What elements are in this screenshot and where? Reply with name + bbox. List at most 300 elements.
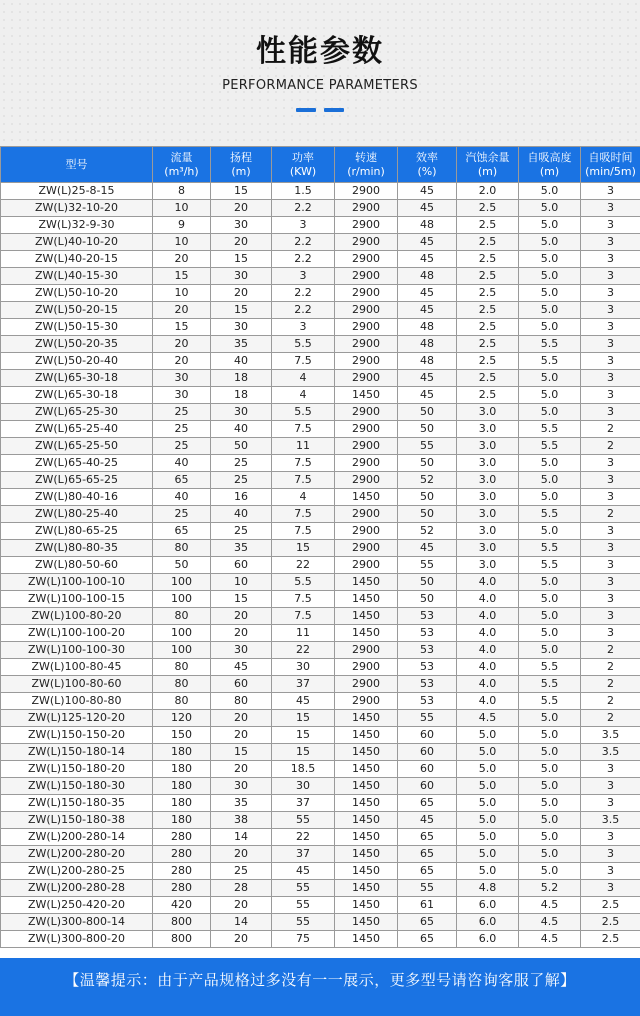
- table-cell: 5.2: [519, 880, 581, 897]
- table-cell: 1450: [335, 574, 398, 591]
- table-cell: 1450: [335, 863, 398, 880]
- table-cell: 2900: [335, 302, 398, 319]
- table-cell: 15: [272, 540, 335, 557]
- table-cell: 5.0: [519, 404, 581, 421]
- table-cell: 15: [272, 727, 335, 744]
- table-cell: 180: [153, 761, 211, 778]
- table-cell: 4.0: [457, 608, 519, 625]
- table-cell: 37: [272, 846, 335, 863]
- table-cell: 5.5: [519, 557, 581, 574]
- table-row: [1, 710, 640, 727]
- table-cell: 3: [581, 455, 640, 472]
- table-cell: 5.0: [519, 574, 581, 591]
- table-cell: 1450: [335, 897, 398, 914]
- table-cell: 50: [398, 421, 457, 438]
- table-cell: 20: [211, 727, 272, 744]
- table-row: [1, 302, 640, 319]
- table-cell: 5.0: [457, 795, 519, 812]
- table-cell: 5.5: [519, 438, 581, 455]
- table-cell: 5.5: [519, 506, 581, 523]
- table-cell: 2.2: [272, 302, 335, 319]
- model-cell: ZW(L)65-40-25: [1, 455, 153, 472]
- table-cell: 30: [153, 370, 211, 387]
- table-cell: 15: [153, 268, 211, 285]
- table-cell: 2900: [335, 421, 398, 438]
- table-cell: 5.0: [457, 744, 519, 761]
- table-cell: 53: [398, 659, 457, 676]
- table-cell: 5.0: [519, 829, 581, 846]
- table-cell: 5.5: [272, 574, 335, 591]
- column-header-unit: (m): [539, 164, 560, 178]
- table-cell: 45: [398, 285, 457, 302]
- table-row: [1, 285, 640, 302]
- table-cell: 3: [581, 472, 640, 489]
- table-cell: 5.0: [519, 625, 581, 642]
- model-cell: ZW(L)100-80-20: [1, 608, 153, 625]
- column-header: [272, 147, 335, 183]
- column-header-label: 流量: [170, 150, 193, 164]
- table-cell: 3: [581, 251, 640, 268]
- table-cell: 55: [272, 914, 335, 931]
- model-cell: ZW(L)100-80-60: [1, 676, 153, 693]
- table-cell: 5.5: [519, 336, 581, 353]
- model-cell: ZW(L)50-10-20: [1, 285, 153, 302]
- table-cell: 3: [581, 523, 640, 540]
- table-cell: 2: [581, 506, 640, 523]
- table-row: [1, 591, 640, 608]
- table-cell: 5.5: [272, 336, 335, 353]
- model-cell: ZW(L)32-9-30: [1, 217, 153, 234]
- table-row: [1, 829, 640, 846]
- table-cell: 2900: [335, 234, 398, 251]
- model-cell: ZW(L)150-180-14: [1, 744, 153, 761]
- table-cell: 7.5: [272, 455, 335, 472]
- table-cell: 48: [398, 319, 457, 336]
- table-cell: 2900: [335, 404, 398, 421]
- table-cell: 22: [272, 642, 335, 659]
- table-cell: 4.5: [457, 710, 519, 727]
- table-row: [1, 217, 640, 234]
- table-row: [1, 778, 640, 795]
- table-cell: 40: [153, 455, 211, 472]
- table-cell: 2900: [335, 506, 398, 523]
- table-cell: 2: [581, 438, 640, 455]
- table-cell: 45: [398, 370, 457, 387]
- table-cell: 3: [581, 489, 640, 506]
- table-cell: 80: [153, 693, 211, 710]
- table-cell: 5.0: [519, 302, 581, 319]
- table-row: [1, 370, 640, 387]
- column-header-unit: (m): [231, 164, 251, 178]
- table-cell: 4.0: [457, 642, 519, 659]
- table-cell: 3: [581, 404, 640, 421]
- page-subtitle: PERFORMANCE PARAMETERS: [222, 78, 418, 93]
- table-cell: 280: [153, 880, 211, 897]
- table-cell: 18: [211, 370, 272, 387]
- table-cell: 2900: [335, 455, 398, 472]
- table-cell: 20: [211, 897, 272, 914]
- table-cell: 4.0: [457, 591, 519, 608]
- table-cell: 280: [153, 829, 211, 846]
- table-cell: 30: [153, 387, 211, 404]
- table-row: [1, 200, 640, 217]
- table-cell: 2.5: [457, 302, 519, 319]
- table-cell: 30: [211, 642, 272, 659]
- column-header-unit: (m): [477, 164, 498, 178]
- model-cell: ZW(L)65-30-18: [1, 370, 153, 387]
- table-cell: 3.5: [581, 744, 640, 761]
- table-cell: 65: [398, 829, 457, 846]
- table-cell: 2.5: [581, 931, 640, 948]
- table-cell: 7.5: [272, 506, 335, 523]
- table-cell: 150: [153, 727, 211, 744]
- table-cell: 20: [153, 353, 211, 370]
- table-cell: 45: [272, 863, 335, 880]
- table-row: [1, 455, 640, 472]
- table-cell: 5.0: [519, 846, 581, 863]
- table-cell: 80: [153, 659, 211, 676]
- table-cell: 37: [272, 676, 335, 693]
- model-cell: ZW(L)50-20-35: [1, 336, 153, 353]
- model-cell: ZW(L)150-150-20: [1, 727, 153, 744]
- table-cell: 45: [398, 251, 457, 268]
- table-cell: 5.0: [519, 268, 581, 285]
- table-cell: 80: [153, 540, 211, 557]
- table-cell: 5.0: [519, 455, 581, 472]
- table-cell: 3: [581, 234, 640, 251]
- model-cell: ZW(L)65-25-50: [1, 438, 153, 455]
- table-cell: 61: [398, 897, 457, 914]
- model-cell: ZW(L)125-120-20: [1, 710, 153, 727]
- table-cell: 7.5: [272, 608, 335, 625]
- table-cell: 55: [272, 880, 335, 897]
- table-cell: 40: [153, 489, 211, 506]
- table-row: [1, 421, 640, 438]
- table-cell: 4.5: [519, 897, 581, 914]
- table-cell: 5.0: [519, 744, 581, 761]
- table-cell: 3: [581, 336, 640, 353]
- table-cell: 2.5: [457, 336, 519, 353]
- table-cell: 5.0: [519, 251, 581, 268]
- table-cell: 60: [211, 676, 272, 693]
- table-cell: 50: [398, 404, 457, 421]
- table-cell: 5.0: [519, 200, 581, 217]
- table-cell: 2900: [335, 353, 398, 370]
- table-cell: 30: [211, 319, 272, 336]
- table-cell: 7.5: [272, 472, 335, 489]
- table-cell: 2.2: [272, 285, 335, 302]
- table-cell: 2.0: [457, 183, 519, 200]
- table-cell: 50: [398, 506, 457, 523]
- table-cell: 2900: [335, 693, 398, 710]
- table-cell: 2.5: [457, 319, 519, 336]
- table-cell: 2.5: [457, 200, 519, 217]
- table-cell: 3: [581, 200, 640, 217]
- table-cell: 14: [211, 829, 272, 846]
- table-cell: 1450: [335, 761, 398, 778]
- table-cell: 45: [398, 387, 457, 404]
- table-cell: 65: [398, 846, 457, 863]
- table-cell: 3: [272, 217, 335, 234]
- column-header-label: 功率: [292, 150, 314, 164]
- table-cell: 48: [398, 268, 457, 285]
- table-cell: 3.5: [581, 727, 640, 744]
- model-cell: ZW(L)150-180-38: [1, 812, 153, 829]
- page-title: 性能参数: [256, 34, 384, 69]
- table-cell: 45: [398, 234, 457, 251]
- table-cell: 3: [581, 540, 640, 557]
- table-cell: 3: [581, 319, 640, 336]
- table-cell: 5.0: [519, 591, 581, 608]
- table-row: [1, 574, 640, 591]
- table-cell: 52: [398, 472, 457, 489]
- table-cell: 48: [398, 336, 457, 353]
- table-cell: 65: [153, 523, 211, 540]
- model-cell: ZW(L)300-800-20: [1, 931, 153, 948]
- table-cell: 1450: [335, 591, 398, 608]
- table-cell: 180: [153, 744, 211, 761]
- table-cell: 50: [153, 557, 211, 574]
- table-cell: 1450: [335, 489, 398, 506]
- table-cell: 5.0: [519, 387, 581, 404]
- table-cell: 7.5: [272, 523, 335, 540]
- table-row: [1, 914, 640, 931]
- table-cell: 3: [581, 625, 640, 642]
- table-cell: 11: [272, 438, 335, 455]
- table-cell: 60: [398, 778, 457, 795]
- model-cell: ZW(L)100-100-20: [1, 625, 153, 642]
- table-cell: 50: [398, 455, 457, 472]
- model-cell: ZW(L)100-100-15: [1, 591, 153, 608]
- table-cell: 3: [581, 268, 640, 285]
- table-cell: 28: [211, 880, 272, 897]
- table-cell: 10: [153, 200, 211, 217]
- model-cell: ZW(L)150-180-30: [1, 778, 153, 795]
- table-row: [1, 931, 640, 948]
- table-cell: 53: [398, 642, 457, 659]
- column-header: [398, 147, 457, 183]
- table-cell: 5.0: [457, 863, 519, 880]
- table-header-row: [1, 147, 640, 183]
- table-row: [1, 795, 640, 812]
- table-cell: 5.5: [272, 404, 335, 421]
- table-cell: 20: [153, 251, 211, 268]
- table-cell: 55: [398, 557, 457, 574]
- table-cell: 40: [211, 353, 272, 370]
- table-cell: 5.5: [519, 353, 581, 370]
- table-cell: 40: [211, 421, 272, 438]
- table-cell: 2900: [335, 285, 398, 302]
- table-cell: 2.5: [457, 285, 519, 302]
- table-cell: 5.0: [519, 761, 581, 778]
- table-row: [1, 404, 640, 421]
- table-cell: 2900: [335, 183, 398, 200]
- column-header-unit: (KW): [289, 164, 317, 178]
- table-cell: 45: [398, 302, 457, 319]
- model-cell: ZW(L)200-280-20: [1, 846, 153, 863]
- table-cell: 45: [398, 540, 457, 557]
- table-row: [1, 863, 640, 880]
- table-cell: 52: [398, 523, 457, 540]
- table-cell: 20: [211, 608, 272, 625]
- table-cell: 15: [272, 710, 335, 727]
- model-cell: ZW(L)40-20-15: [1, 251, 153, 268]
- table-cell: 3: [581, 387, 640, 404]
- table-cell: 4: [272, 489, 335, 506]
- column-header: [153, 147, 211, 183]
- model-cell: ZW(L)40-15-30: [1, 268, 153, 285]
- table-cell: 7.5: [272, 421, 335, 438]
- model-cell: ZW(L)50-20-15: [1, 302, 153, 319]
- column-header: [457, 147, 519, 183]
- table-cell: 15: [153, 319, 211, 336]
- table-cell: 75: [272, 931, 335, 948]
- model-cell: ZW(L)100-80-45: [1, 659, 153, 676]
- table-row: [1, 438, 640, 455]
- table-cell: 15: [211, 591, 272, 608]
- table-cell: 45: [398, 200, 457, 217]
- table-cell: 80: [211, 693, 272, 710]
- table-cell: 3: [581, 829, 640, 846]
- column-header: [1, 147, 153, 183]
- table-cell: 2900: [335, 557, 398, 574]
- table-cell: 3: [581, 557, 640, 574]
- table-cell: 35: [211, 336, 272, 353]
- model-cell: ZW(L)100-100-30: [1, 642, 153, 659]
- table-cell: 53: [398, 608, 457, 625]
- table-cell: 7.5: [272, 353, 335, 370]
- table-cell: 3: [581, 183, 640, 200]
- table-cell: 180: [153, 795, 211, 812]
- table-cell: 3: [581, 761, 640, 778]
- table-cell: 2.5: [457, 251, 519, 268]
- model-cell: ZW(L)25-8-15: [1, 183, 153, 200]
- table-cell: 5.5: [519, 540, 581, 557]
- table-cell: 80: [153, 608, 211, 625]
- table-cell: 3: [581, 795, 640, 812]
- table-cell: 60: [398, 761, 457, 778]
- table-row: [1, 608, 640, 625]
- table-cell: 22: [272, 829, 335, 846]
- table-row: [1, 625, 640, 642]
- column-header-label: 转速: [355, 150, 377, 164]
- table-cell: 55: [272, 812, 335, 829]
- table-cell: 20: [153, 302, 211, 319]
- table-cell: 65: [398, 931, 457, 948]
- footer-note: 【温馨提示：由于产品规格过多没有一一展示，更多型号请咨询客服了解】: [0, 958, 640, 1016]
- table-cell: 5.0: [519, 183, 581, 200]
- model-cell: ZW(L)200-280-25: [1, 863, 153, 880]
- table-cell: 5.0: [457, 761, 519, 778]
- page-header: [0, 0, 640, 146]
- table-cell: 1450: [335, 727, 398, 744]
- table-cell: 3: [272, 268, 335, 285]
- table-row: [1, 523, 640, 540]
- table-cell: 2.5: [457, 387, 519, 404]
- table-row: [1, 506, 640, 523]
- table-row: [1, 319, 640, 336]
- table-cell: 2.5: [457, 217, 519, 234]
- table-cell: 1450: [335, 846, 398, 863]
- table-cell: 5.0: [519, 608, 581, 625]
- model-cell: ZW(L)80-65-25: [1, 523, 153, 540]
- table-cell: 3.5: [581, 812, 640, 829]
- model-cell: ZW(L)250-420-20: [1, 897, 153, 914]
- table-cell: 1450: [335, 625, 398, 642]
- table-cell: 420: [153, 897, 211, 914]
- table-cell: 100: [153, 574, 211, 591]
- table-cell: 3.0: [457, 404, 519, 421]
- column-header-unit: (%): [417, 164, 437, 178]
- column-header: [335, 147, 398, 183]
- table-cell: 18.5: [272, 761, 335, 778]
- table-cell: 1450: [335, 710, 398, 727]
- table-cell: 2900: [335, 200, 398, 217]
- model-cell: ZW(L)50-15-30: [1, 319, 153, 336]
- table-cell: 25: [211, 472, 272, 489]
- table-cell: 4.5: [519, 914, 581, 931]
- table-cell: 2900: [335, 217, 398, 234]
- table-row: [1, 336, 640, 353]
- table-row: [1, 659, 640, 676]
- table-cell: 5.0: [519, 472, 581, 489]
- column-header: [519, 147, 581, 183]
- table-cell: 1450: [335, 880, 398, 897]
- table-cell: 280: [153, 846, 211, 863]
- table-cell: 20: [211, 846, 272, 863]
- table-cell: 5.0: [519, 812, 581, 829]
- table-cell: 60: [398, 727, 457, 744]
- table-cell: 38: [211, 812, 272, 829]
- table-cell: 3: [581, 217, 640, 234]
- table-cell: 20: [211, 285, 272, 302]
- table-cell: 1450: [335, 608, 398, 625]
- table-cell: 30: [211, 268, 272, 285]
- table-cell: 2900: [335, 268, 398, 285]
- table-cell: 5.0: [457, 778, 519, 795]
- table-cell: 10: [211, 574, 272, 591]
- table-cell: 5.0: [519, 234, 581, 251]
- table-cell: 4: [272, 370, 335, 387]
- model-cell: ZW(L)65-25-40: [1, 421, 153, 438]
- table-cell: 2.2: [272, 251, 335, 268]
- table-cell: 3.0: [457, 438, 519, 455]
- table-cell: 45: [272, 693, 335, 710]
- table-cell: 2900: [335, 642, 398, 659]
- table-cell: 65: [398, 914, 457, 931]
- table-cell: 5.0: [519, 863, 581, 880]
- table-cell: 100: [153, 625, 211, 642]
- table-cell: 5.5: [519, 693, 581, 710]
- table-cell: 2900: [335, 676, 398, 693]
- table-cell: 30: [211, 404, 272, 421]
- table-cell: 20: [211, 625, 272, 642]
- table-cell: 25: [153, 404, 211, 421]
- table-cell: 2900: [335, 370, 398, 387]
- column-header-label: 型号: [65, 157, 88, 171]
- table-cell: 53: [398, 676, 457, 693]
- table-cell: 48: [398, 353, 457, 370]
- table-cell: 3.0: [457, 472, 519, 489]
- table-cell: 50: [398, 489, 457, 506]
- table-cell: 3: [581, 302, 640, 319]
- table-cell: 5.0: [519, 489, 581, 506]
- table-cell: 3: [581, 608, 640, 625]
- table-cell: 25: [153, 421, 211, 438]
- table-cell: 6.0: [457, 914, 519, 931]
- table-cell: 4.0: [457, 574, 519, 591]
- table-cell: 5.0: [519, 727, 581, 744]
